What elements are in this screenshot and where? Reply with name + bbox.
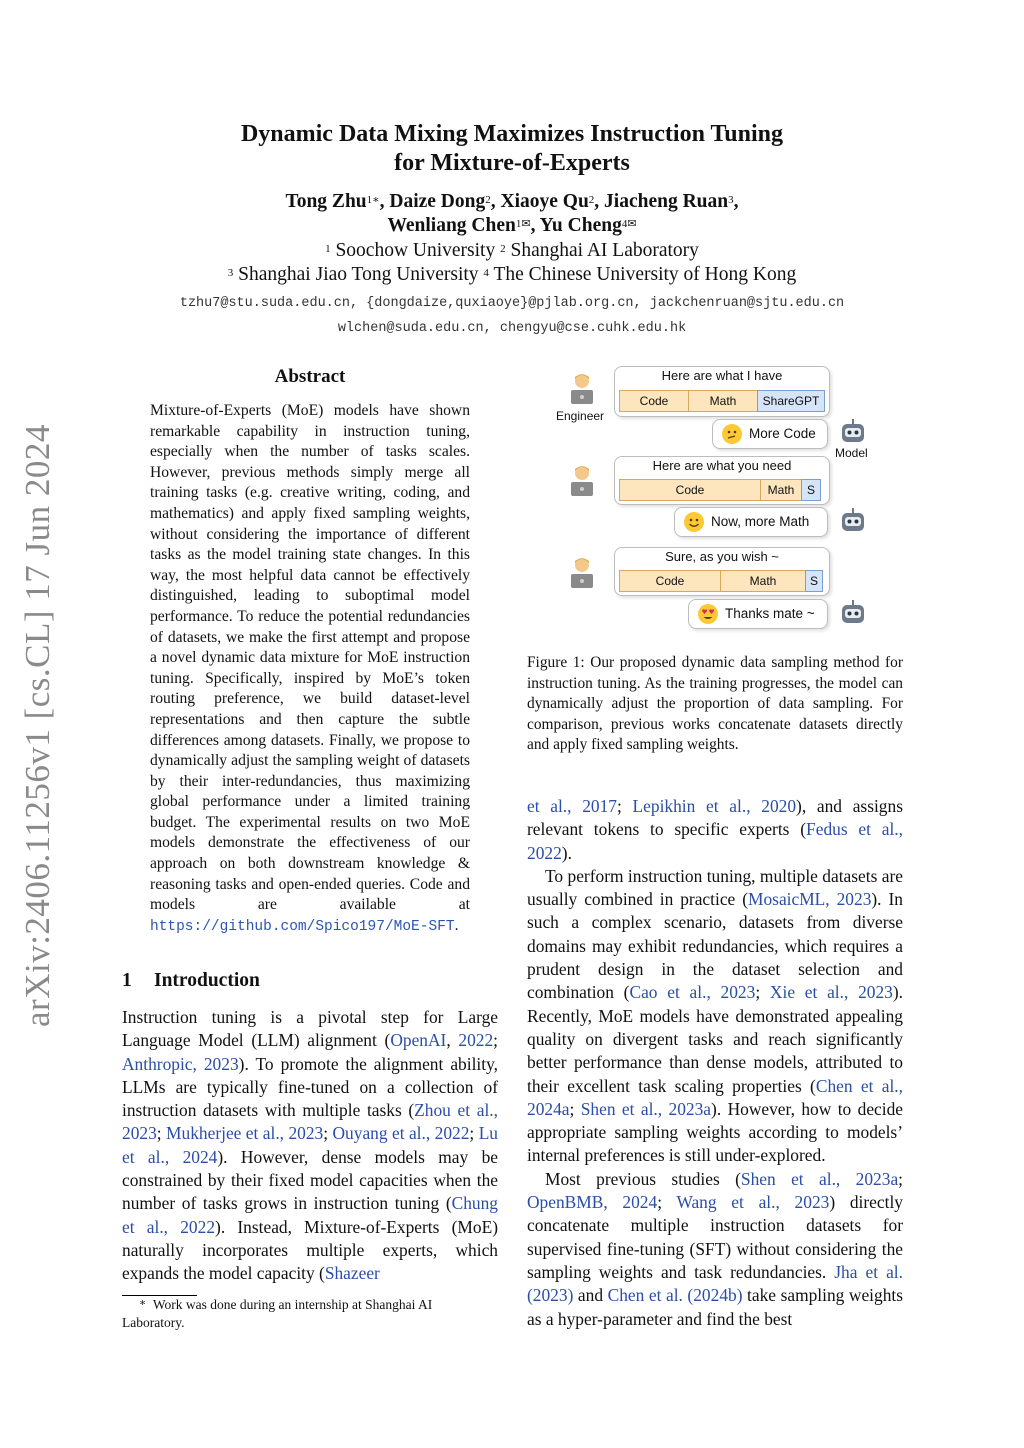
engineer-icon: [567, 464, 597, 500]
paragraph: [527, 865, 903, 1168]
text-run: and: [573, 1285, 608, 1306]
engineer-label: Engineer: [556, 409, 605, 423]
text-run: ). Recently, MoE models have demonstrated appealing quality on divergent tasks and reach significantly better performance than dense models, attributed to their excellent task scaling properties (: [527, 982, 903, 1096]
text-run: ).: [561, 842, 572, 863]
citation-link[interactable]: Jha et al. (2023): [527, 1261, 903, 1306]
author-name: Jiacheng Ruan: [604, 191, 729, 212]
robot-icon: [839, 599, 867, 627]
text-run: Most previous studies (: [545, 1168, 741, 1189]
citation-link[interactable]: Chen et al., 2024a: [527, 1075, 903, 1119]
section-title: Introduction: [154, 970, 260, 991]
paragraph: [527, 1168, 903, 1331]
model-reply-bubble: [674, 507, 828, 537]
email-list: [60, 291, 964, 341]
heart-eyes-emoji-icon: [697, 603, 719, 625]
text-run: ;: [469, 1123, 479, 1144]
author-name: Yu Cheng: [539, 215, 622, 236]
affiliation: Shanghai Jiao Tong University: [238, 264, 479, 285]
author-affil-mark: 2: [485, 194, 491, 206]
affiliation-list: [150, 239, 874, 287]
citation-link[interactable]: Ouyang et al., 2022: [332, 1123, 470, 1144]
text-run: ), and assigns relevant tokens to specific experts (: [527, 796, 903, 840]
citation-link[interactable]: Cao et al., 2023: [629, 982, 756, 1003]
engineer-bubble: [614, 547, 830, 596]
author-affil-mark: 2: [588, 194, 595, 206]
code-link[interactable]: https://github.com/Spico197/MoE-SFT: [150, 918, 455, 935]
text-run: ) directly concatenate multiple instruction datasets for supervised fine-tuning (SFT) without considering the sampling weights and task redundancies.: [527, 1192, 903, 1282]
citation-link[interactable]: Mukherjee et al., 2023: [166, 1123, 324, 1144]
author-name: Xiaoye Qu: [500, 191, 589, 212]
email-line: wlchen@suda.edu.cn, chengyu@cse.cuhk.edu.hk: [337, 321, 687, 336]
reply-text: More Code: [749, 426, 816, 441]
text-run: To perform instruction tuning, multiple datasets are usually combined in practice (: [527, 865, 903, 910]
section-heading: [122, 970, 260, 992]
engineer-bubble: [614, 456, 830, 505]
smiling-emoji-icon: [683, 511, 705, 533]
abstract-end: .: [454, 916, 459, 934]
citation-link[interactable]: Anthropic, 2023: [122, 1053, 239, 1074]
dataset-segment-code: Code: [619, 479, 761, 501]
text-run: ). In such a complex scenario, datasets from diverse domains may exhibit redundancies, which requires a prudent design in the dataset selection and combination (: [527, 889, 903, 1003]
reply-text: Thanks mate ~: [725, 606, 815, 621]
text-run: ;: [323, 1123, 333, 1144]
text-run: ). To promote the alignment ability, LLMs are typically fine-tuned on a collection of instruction datasets with multiple tasks (: [122, 1053, 498, 1121]
author-name: Tong Zhu: [285, 191, 367, 212]
intro-paragraph: [122, 1006, 498, 1286]
bubble-title: Sure, as you wish ~: [665, 549, 779, 564]
citation-link[interactable]: Chen et al. (2024b): [607, 1285, 743, 1306]
affil-number: 1: [325, 243, 331, 255]
dataset-segment-sharegpt: S: [805, 570, 823, 592]
citation-link[interactable]: Fedus et al., 2022: [527, 819, 903, 863]
affiliation: The Chinese University of Hong Kong: [493, 264, 797, 285]
text-run: ;: [617, 796, 633, 816]
reply-text: Now, more Math: [711, 514, 810, 529]
text-run: ,: [446, 1030, 459, 1051]
bubble-title: Here are what you need: [652, 458, 792, 473]
citation-link[interactable]: Chung et al., 2022: [122, 1193, 498, 1237]
author-list: Tong Zhu$^{1∗}$, Daize Dong$^2$, Xiaoye Qu$^2$, Jiacheng Ruan$^3$, Wenliang Chen$^{1✉}$, Yu Cheng$^{4✉}$: [285, 191, 739, 236]
dataset-segment-math: Math: [760, 479, 802, 501]
dataset-segment-sharegpt: S: [801, 479, 821, 501]
text-run: ;: [898, 1168, 904, 1189]
robot-icon: [839, 418, 867, 446]
engineer-icon: [567, 556, 597, 592]
model-label: Model: [835, 446, 868, 460]
author-name: Wenliang Chen: [387, 215, 516, 236]
citation-link[interactable]: OpenBMB, 2024: [527, 1192, 658, 1213]
paper-title: [150, 120, 874, 178]
text-run: ;: [569, 1098, 581, 1119]
citation-link[interactable]: Shazeer: [324, 1263, 380, 1284]
footnote: [122, 1296, 498, 1332]
dataset-segment-math: Math: [720, 570, 806, 592]
abstract-text: Mixture-of-Experts (MoE) models have shown remarkable capability in instruction tuning, especially when the number of tasks scales. However, previous methods simply merge all training tasks (e.g. creative writing, coding, and mathematics) and apply fixed sampling weights, without considering the importance of different tasks as the model training state changes. In this way, the most helpful data cannot be effectively distinguished, leading to suboptimal model performance. To reduce the potential redundancies of datasets, we make the first attempt and propose a novel dynamic data mixture for MoE instruction tuning. Specifically, inspired by MoE’s token routing preference, we build dataset-level representations and then capture the subtle differences among datasets. Finally, we propose to dynamically adjust the sampling weight of datasets by their inter-redundancies, thus maximizing global performance under a limited training budget. The experimental results on two MoE models demonstrate the effectiveness of our approach on both downstream knowledge & reasoning tasks and open-ended queries. Code and models are available at: [150, 402, 470, 914]
affiliation: Soochow University: [335, 240, 496, 261]
citation-link[interactable]: Wang et al., 2023: [676, 1192, 830, 1213]
footnote-mark: ∗: [138, 1297, 147, 1309]
citation-link[interactable]: Shen et al., 2023a: [740, 1168, 899, 1189]
text-run: ). However, dense models may be constrained by their fixed model capacities when the number of tasks grows in instruction tuning (: [122, 1146, 499, 1214]
dataset-segment-code: Code: [619, 570, 721, 592]
thinking-emoji-icon: [721, 423, 743, 445]
citation-link[interactable]: Lu et al., 2024: [122, 1123, 499, 1167]
dataset-segment-math: Math: [688, 390, 758, 412]
figure-caption: Figure 1: Our proposed dynamic data sampling method for instruction tuning. As the training progresses, the model can dynamically adjust the proportion of data sampling. For comparison, previous works concatenate datasets directly and apply fixed sampling weights.: [527, 654, 903, 754]
text-run: ;: [755, 982, 770, 1003]
affil-number: 2: [500, 243, 506, 255]
section-number: 1: [122, 970, 132, 991]
abstract-body: [150, 401, 470, 937]
title-line-2: for Mixture-of-Experts: [394, 150, 630, 176]
citation-link[interactable]: Zhou et al., 2023: [122, 1100, 498, 1144]
text-run: ). Instead, Mixture-of-Experts (MoE) naturally incorporates multiple experts, which expands the model capacity (: [122, 1216, 498, 1284]
title-line-1: Dynamic Data Mixing Maximizes Instruction Tuning: [240, 121, 784, 147]
dataset-segment-code: Code: [619, 390, 689, 412]
figure-1: [527, 362, 907, 637]
model-reply-bubble: [712, 419, 828, 449]
text-run: ). However, how to decide appropriate sampling weights according to models’ internal preferences is still under-explored.: [527, 1098, 903, 1166]
author-affil-mark: 4✉: [621, 218, 637, 230]
robot-icon: [839, 507, 867, 535]
text-run: ;: [156, 1123, 167, 1144]
author-affil-mark: 1✉: [515, 218, 531, 230]
citation-link[interactable]: Shen et al., 2023a: [580, 1098, 712, 1119]
email-line: tzhu7@stu.suda.edu.cn, {dongdaize,quxiaoye}@pjlab.org.cn, jackchenruan@sjtu.edu.cn: [179, 296, 845, 311]
text-run: ;: [657, 1192, 677, 1213]
affil-number: 4: [483, 267, 489, 279]
citation-link[interactable]: MosaicML, 2023: [748, 889, 872, 910]
author-affil-mark: 1∗: [366, 194, 380, 206]
affiliation: Shanghai AI Laboratory: [510, 240, 699, 261]
abstract-heading: Abstract: [274, 366, 346, 387]
citation-link[interactable]: Lepikhin et al., 2020: [632, 796, 797, 816]
citation-link[interactable]: et al., 2017: [527, 796, 617, 816]
bubble-title: Here are what I have: [661, 368, 783, 383]
paragraph: [527, 795, 903, 865]
dataset-segment-sharegpt: ShareGPT: [757, 390, 825, 412]
engineer-bubble: [614, 366, 830, 417]
text-run: take sampling weights as a hyper-parameter and find the best: [527, 1285, 903, 1329]
citation-link[interactable]: Xie et al., 2023: [769, 982, 893, 1003]
author-affil-mark: 3: [728, 194, 734, 206]
arxiv-identifier: arXiv:2406.11256v1 [cs.CL] 17 Jun 2024: [18, 424, 57, 1027]
footnote-text: Work was done during an internship at Shanghai AI Laboratory.: [122, 1297, 433, 1330]
citation-link[interactable]: OpenAI: [390, 1030, 447, 1051]
engineer-icon: [567, 372, 597, 408]
model-reply-bubble: [688, 599, 828, 629]
citation-link[interactable]: 2022: [458, 1030, 494, 1051]
body-column-right: [527, 795, 903, 1331]
affil-number: 3: [227, 267, 234, 279]
text-run: Instruction tuning is a pivotal step for Large Language Model (LLM) alignment (: [122, 1007, 498, 1051]
text-run: ;: [493, 1030, 498, 1051]
author-name: Daize Dong: [389, 191, 486, 212]
